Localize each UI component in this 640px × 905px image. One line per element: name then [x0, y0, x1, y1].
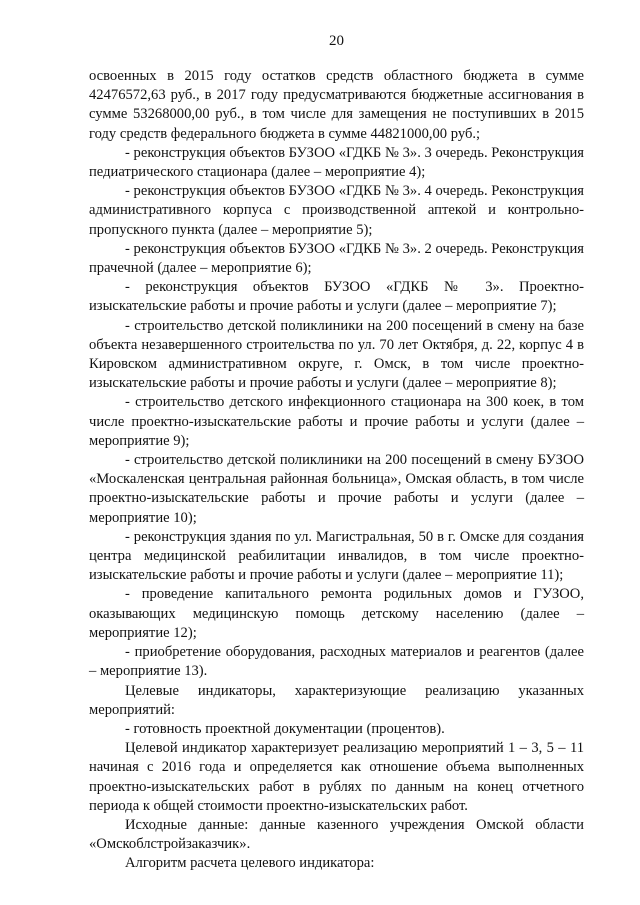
paragraph: Алгоритм расчета целевого индикатора:	[125, 855, 375, 872]
paragraph: - реконструкция объектов БУЗОО «ГДКБ № 3». 3 очередь. Реконструкция педиатрического стационара (далее – мероприятие 4);	[89, 144, 584, 181]
paragraph: - реконструкция объектов БУЗОО «ГДКБ № 3». 2 очередь. Реконструкция прачечной (далее – мероприятие 6);	[89, 240, 584, 277]
paragraph: - приобретение оборудования, расходных материалов и реагентов (далее – мероприятие 13).	[89, 644, 584, 680]
paragraph: - реконструкция объектов БУЗОО «ГДКБ № 3». Проектно-изыскательские работы и прочие работы и услуги (далее – мероприятие 7);	[89, 279, 584, 315]
paragraph: освоенных в 2015 году остатков средств областного бюджета в сумме 42476572,63 руб., в 2017 году предусматриваются бюджетные ассигнования в сумме 53268000,00 руб., в том числе для замещения не поступивших в 2015 году средств федерального бюджета в сумме 44821000,00 руб.;	[89, 68, 584, 142]
paragraph: - готовность проектной документации (процентов).	[125, 720, 445, 737]
page-number: 20	[329, 33, 344, 49]
paragraph: Целевой индикатор характеризует реализацию мероприятий 1 – 3, 5 – 11 начиная с 2016 года и определяется как отношение объема выполненных проектно-изыскательских работ в рублях по данным на конец отчетного периода к общей стоимости проектно-изыскательских работ.	[89, 740, 584, 814]
paragraph: Исходные данные: данные казенного учреждения Омской области «Омскоблстройзаказчик».	[89, 816, 584, 853]
paragraph: - реконструкция здания по ул. Магистральная, 50 в г. Омске для создания центра медицинской реабилитации инвалидов, в том числе проектно-изыскательские работы и прочие работы и услуги (далее – мероприятие 11);	[89, 528, 584, 584]
paragraph: Целевые индикаторы, характеризующие реализацию указанных мероприятий:	[89, 682, 584, 718]
paragraph: - проведение капитального ремонта родильных домов и ГУЗОО, оказывающих медицинскую помощь детскому населению (далее – мероприятие 12);	[89, 586, 584, 641]
paragraph: - строительство детского инфекционного стационара на 300 коек, в том числе проектно-изыскательские работы и прочие работы и услуги (далее – мероприятие 9);	[89, 394, 584, 449]
paragraph: - реконструкция объектов БУЗОО «ГДКБ № 3». 4 очередь. Реконструкция административного корпуса с производственной аптекой и контрольно-пропускного пункта (далее – мероприятие 5);	[89, 183, 584, 238]
paragraph: - строительство детской поликлиники на 200 посещений в смену на базе объекта незавершенного строительства по ул. 70 лет Октября, д. 22, корпус 4 в Кировском административном округе, г. Омск, в том числе проектно-изыскательские работы и прочие работы и услуги (далее – мероприятие 8);	[89, 317, 584, 392]
document-body	[89, 67, 584, 874]
paragraph: - строительство детской поликлиники на 200 посещений в смену БУЗОО «Москаленская центральная районная больница», Омская область, в том числе проектно-изыскательские работы и прочие работы и услуги (далее – мероприятие 10);	[89, 452, 584, 526]
